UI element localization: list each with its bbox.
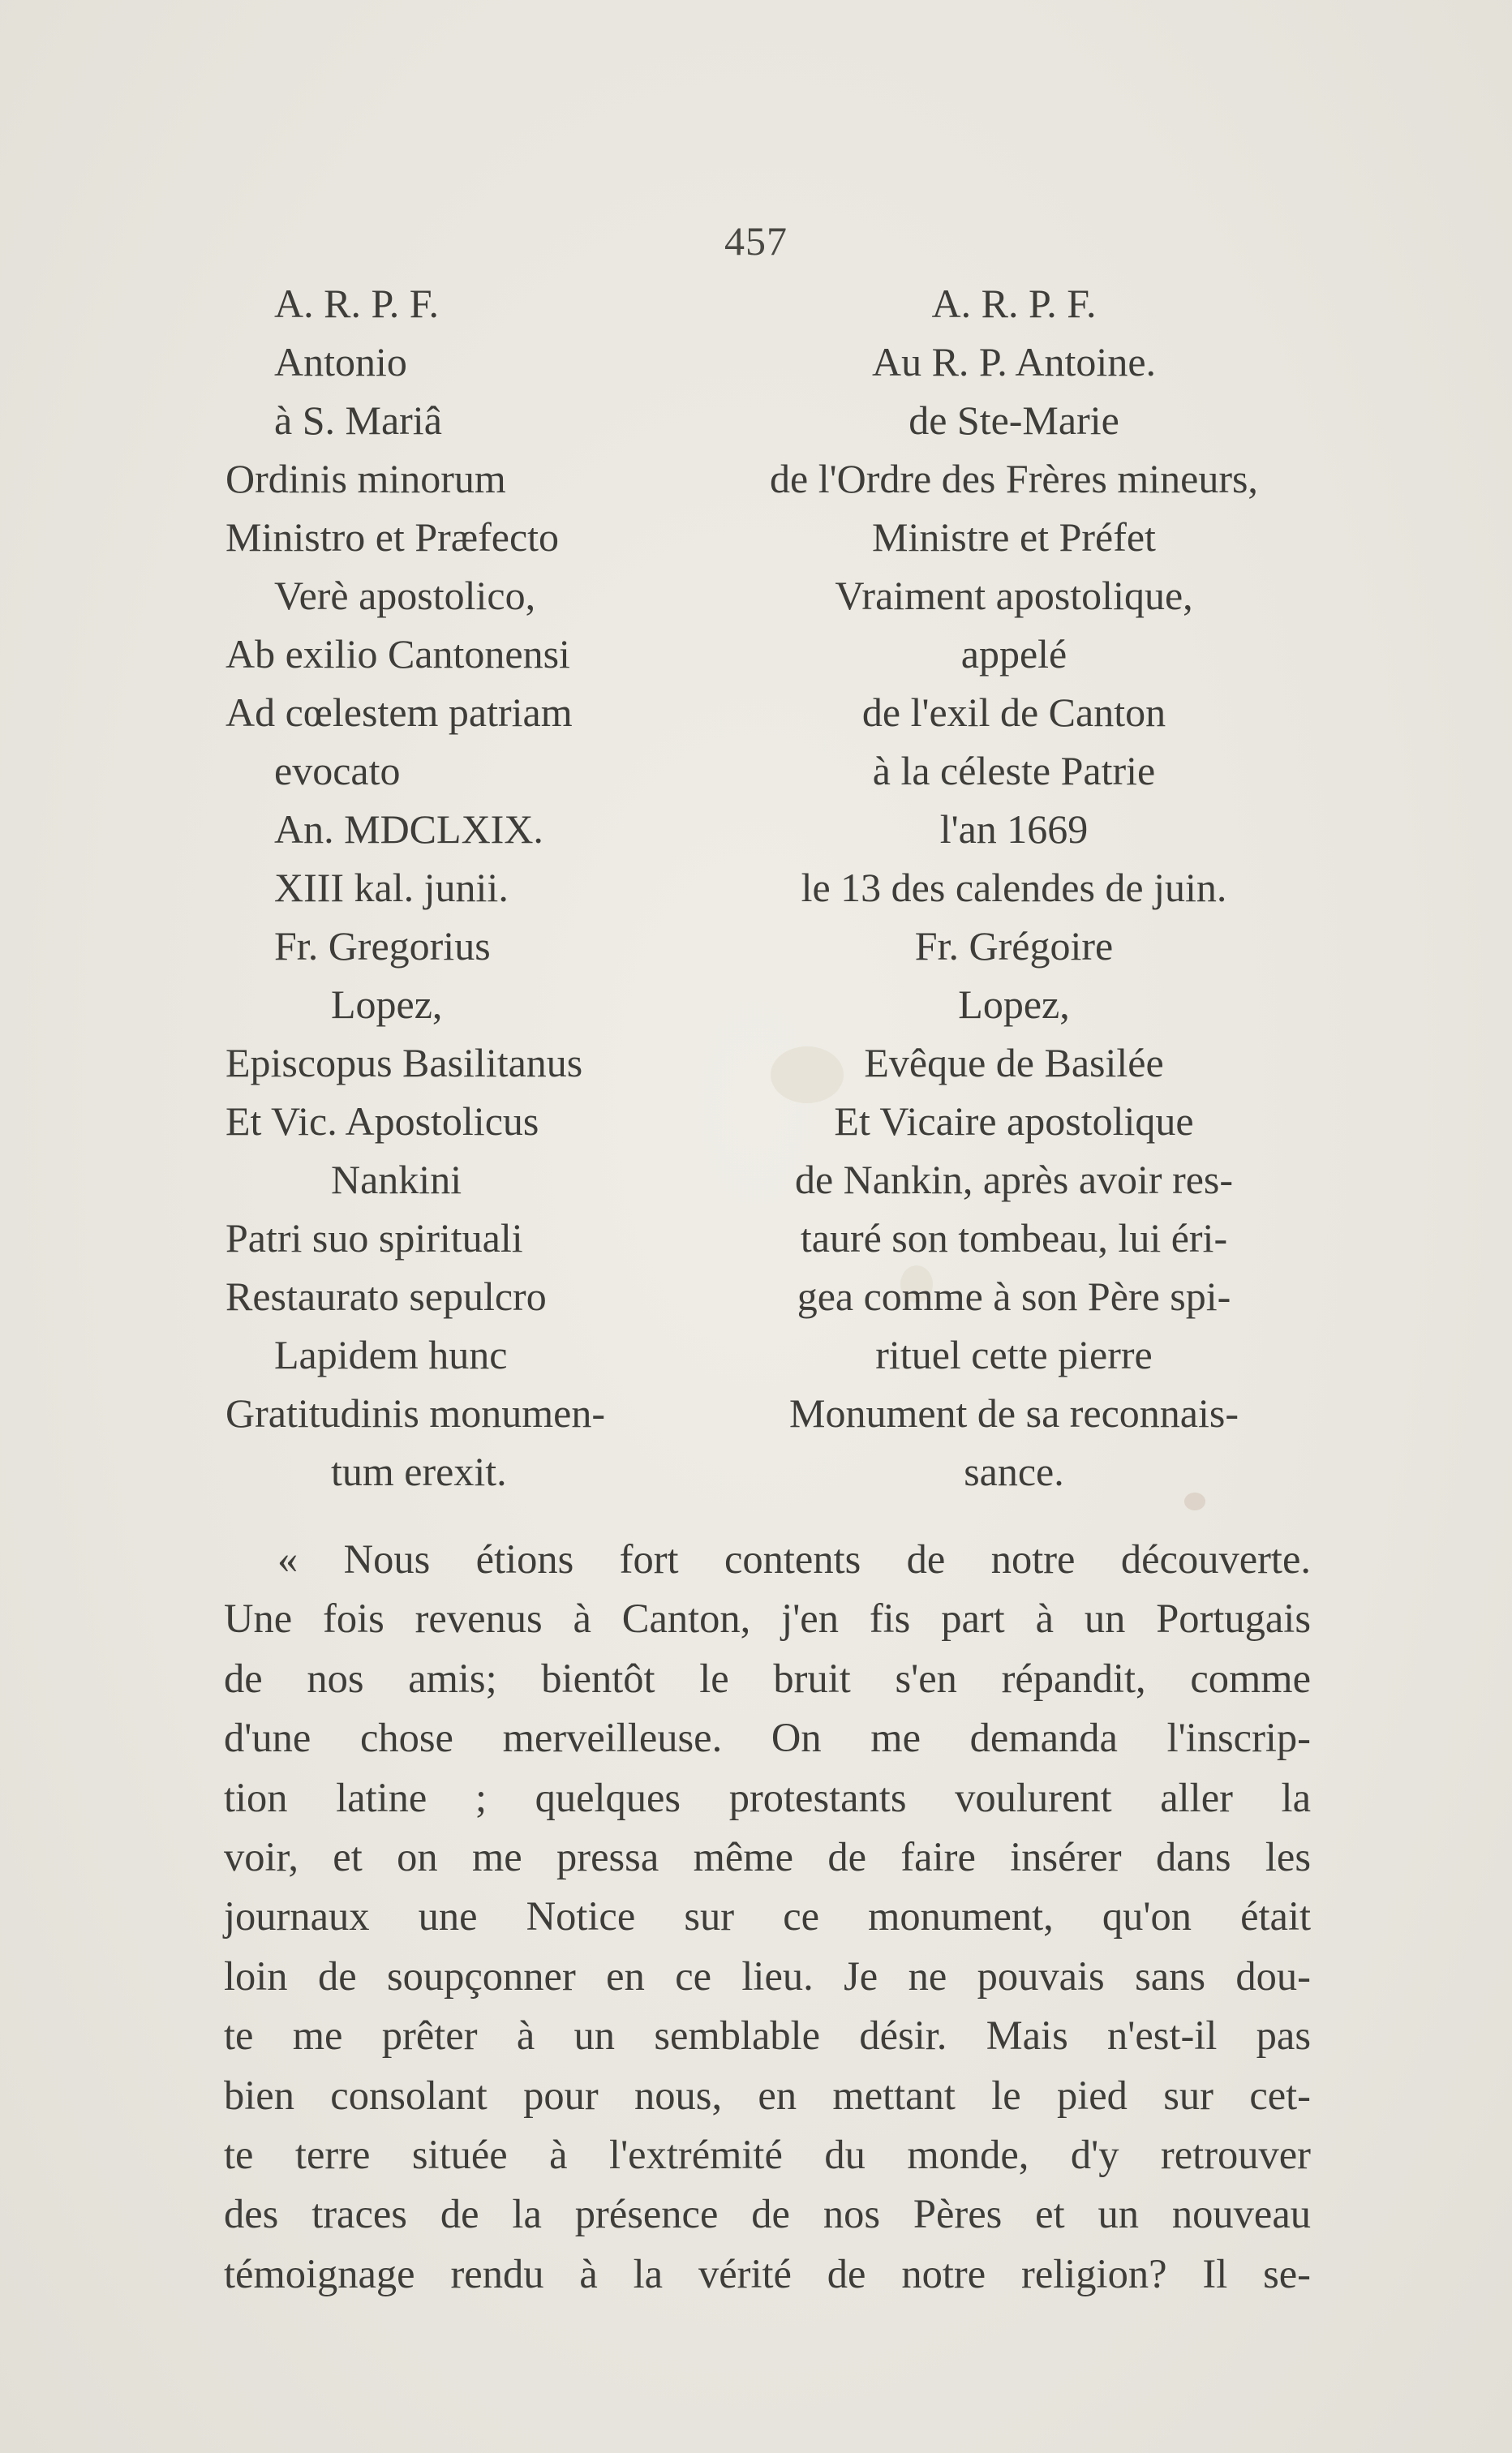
paragraph-line: bien consolant pour nous, en mettant le pied sur cet- [224, 2072, 1311, 2118]
french-line: Monument de sa reconnais- [788, 1390, 1239, 1436]
latin-line: evocato [274, 748, 401, 793]
french-line: à la céleste Patrie [872, 748, 1156, 793]
paragraph-line: de nos amis; bientôt le bruit s'en répandit, comme [224, 1655, 1311, 1701]
french-line: de Nankin, après avoir res- [794, 1157, 1234, 1202]
bilingual-inscription [0, 274, 1512, 1523]
paragraph-line: des traces de la présence de nos Pères et un nouveau [224, 2191, 1311, 2237]
french-line: Fr. Grégoire [914, 923, 1114, 969]
latin-line: Fr. Gregorius [274, 923, 491, 969]
latin-line: à S. Mariâ [274, 397, 442, 443]
french-line: Vraiment apostolique, [835, 573, 1193, 618]
paragraph-line: voir, et on me pressa même de faire insérer dans les [224, 1833, 1311, 1879]
latin-line: Episcopus Basilitanus [226, 1040, 583, 1085]
french-line: de Ste-Marie [908, 397, 1119, 443]
french-line: Au R. P. Antoine. [871, 339, 1157, 384]
latin-line: Antonio [274, 339, 407, 384]
french-line: de l'Ordre des Frères mineurs, [770, 456, 1258, 501]
latin-line: Ministro et Præfecto [226, 514, 560, 560]
paragraph-line: Une fois revenus à Canton, j'en fis part à un Portugais [224, 1596, 1311, 1642]
latin-line: Restaurato sepulcro [226, 1274, 547, 1319]
latin-line: Ab exilio Cantonensi [226, 631, 570, 677]
french-line: appelé [960, 631, 1067, 677]
french-line: Lopez, [958, 982, 1070, 1027]
latin-line: Lopez, [331, 982, 443, 1027]
latin-line: Nankini [331, 1157, 462, 1202]
french-line: sance. [964, 1449, 1064, 1494]
latin-line: A. R. P. F. [274, 281, 440, 326]
latin-line: Et Vic. Apostolicus [226, 1098, 539, 1144]
french-line: Ministre et Préfet [872, 514, 1156, 560]
paragraph-line: te terre située à l'extrémité du monde, d'y retrouver [224, 2131, 1311, 2177]
body-paragraph [224, 1530, 1311, 2304]
latin-line: Patri suo spirituali [226, 1215, 523, 1261]
french-line: Evêque de Basilée [864, 1040, 1164, 1085]
paragraph-line: journaux une Notice sur ce monument, qu'on était [224, 1893, 1311, 1940]
paragraph-line: loin de soupçonner en ce lieu. Je ne pouvais sans dou- [224, 1953, 1311, 1999]
latin-line: XIII kal. junii. [274, 865, 509, 910]
french-line: rituel cette pierre [875, 1332, 1153, 1377]
french-line: Et Vicaire apostolique [834, 1098, 1194, 1144]
latin-line: tum erexit. [331, 1449, 507, 1494]
paragraph-line: témoignage rendu à la vérité de notre religion? Il se- [224, 2250, 1311, 2296]
latin-line: Lapidem hunc [274, 1332, 508, 1377]
french-line: l'an 1669 [939, 806, 1089, 852]
paragraph-line: « Nous étions fort contents de notre découverte. [277, 1536, 1311, 1582]
latin-line: Ordinis minorum [226, 456, 506, 501]
page-number: 457 [724, 218, 788, 264]
paragraph-line: d'une chose merveilleuse. On me demanda l'inscrip- [224, 1715, 1311, 1761]
paragraph-line: te me prêter à un semblable désir. Mais n'est-il pas [224, 2013, 1311, 2059]
french-line: A. R. P. F. [931, 281, 1097, 326]
latin-line: Verè apostolico, [274, 573, 536, 618]
latin-line: Ad cœlestem patriam [226, 690, 573, 735]
french-line: tauré son tombeau, lui éri- [800, 1215, 1228, 1261]
paragraph-line: tion latine ; quelques protestants voulurent aller la [224, 1774, 1311, 1820]
french-line: de l'exil de Canton [861, 690, 1166, 735]
latin-line: Gratitudinis monumen- [226, 1390, 605, 1436]
french-line: gea comme à son Père spi- [797, 1274, 1231, 1319]
french-line: le 13 des calendes de juin. [801, 865, 1227, 910]
latin-line: An. MDCLXIX. [274, 806, 543, 852]
